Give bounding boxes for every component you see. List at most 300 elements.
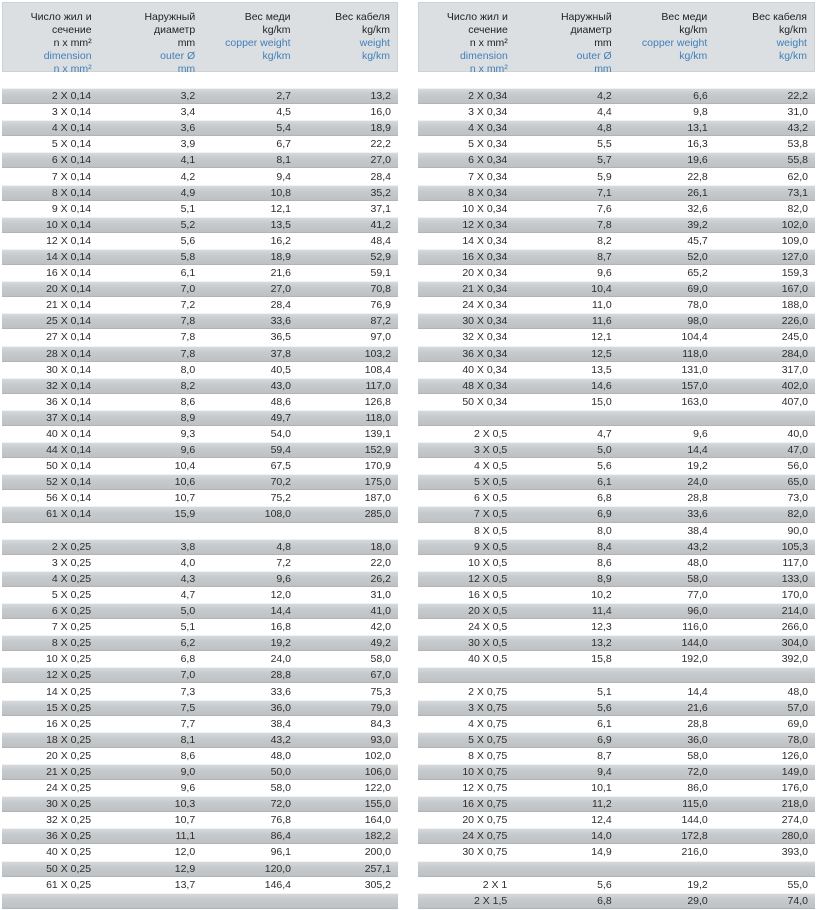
cell-cable-weight: 407,0: [781, 395, 808, 408]
cell-copper-weight: 16,2: [270, 234, 292, 247]
table-row: [418, 683, 815, 699]
cell-copper-weight: 50,0: [270, 765, 292, 778]
table-row: [418, 571, 815, 587]
cell-dimension: 10 X 0,75: [462, 765, 508, 778]
cell-outer-diameter: 6,8: [597, 894, 612, 907]
table-row: [418, 587, 815, 603]
cell-copper-weight: 12,0: [270, 588, 292, 601]
cell-cable-weight: 159,3: [781, 267, 808, 280]
table-row: [418, 426, 815, 442]
cell-cable-weight: 55,0: [787, 878, 808, 891]
table-row: [2, 812, 398, 828]
cell-dimension: 3 X 0,5: [474, 444, 508, 457]
table-row: [2, 201, 398, 217]
table-row: [418, 281, 815, 297]
cell-cable-weight: 133,0: [781, 572, 808, 585]
cell-copper-weight: 36,5: [270, 331, 292, 344]
table-row: [2, 490, 398, 506]
cell-cable-weight: 218,0: [781, 798, 808, 811]
cell-dimension: 7 X 0,34: [468, 170, 508, 183]
table-row: [418, 893, 815, 909]
cell-dimension: 14 X 0,34: [462, 234, 508, 247]
cell-copper-weight: 52,0: [687, 250, 708, 263]
header-line: диаметр: [153, 24, 196, 36]
cell-copper-weight: 33,6: [270, 685, 292, 698]
cell-copper-weight: 37,8: [270, 347, 292, 360]
table-row: [2, 748, 398, 764]
cell-copper-weight: 58,0: [270, 782, 292, 795]
table-row: [2, 104, 398, 120]
cell-cable-weight: 118,0: [365, 411, 391, 424]
table-row: [2, 136, 398, 152]
cell-copper-weight: 16,8: [270, 621, 292, 634]
table-row: [2, 555, 398, 571]
cell-outer-diameter: 4,3: [180, 572, 196, 585]
cell-copper-weight: 96,0: [687, 605, 708, 618]
cell-dimension: 30 X 0,25: [46, 798, 92, 811]
cell-copper-weight: 28,8: [687, 492, 708, 505]
header-line: Число жил и: [446, 11, 508, 23]
table-row: [418, 152, 815, 168]
table-header: [2, 2, 398, 75]
cell-cable-weight: 122,0: [364, 782, 391, 795]
cell-dimension: 8 X 0,25: [51, 637, 92, 650]
separator-row: [418, 667, 815, 683]
cell-dimension: 36 X 0,14: [46, 395, 92, 408]
cell-copper-weight: 54,0: [270, 428, 292, 441]
header-line: n x mm²: [469, 63, 508, 75]
cell-dimension: 12 X 0,75: [462, 782, 508, 795]
cell-cable-weight: 164,0: [364, 814, 391, 827]
cell-cable-weight: 18,0: [370, 540, 391, 553]
cell-outer-diameter: 5,8: [180, 250, 196, 263]
cell-cable-weight: 284,0: [781, 347, 808, 360]
cell-dimension: 16 X 0,5: [468, 588, 508, 601]
table-row: [418, 490, 815, 506]
table-row: [418, 394, 815, 410]
cell-dimension: 6 X 0,5: [474, 492, 508, 505]
cell-outer-diameter: 8,7: [597, 749, 612, 762]
cell-dimension: 30 X 0,75: [462, 846, 508, 859]
cell-outer-diameter: 9,6: [180, 782, 196, 795]
cell-copper-weight: 28,8: [687, 717, 708, 730]
cell-copper-weight: 14,4: [687, 444, 708, 457]
cell-cable-weight: 214,0: [781, 605, 808, 618]
cell-copper-weight: 32,6: [687, 202, 708, 215]
cell-dimension: 12 X 0,25: [46, 669, 92, 682]
table-row: [2, 732, 398, 748]
cell-dimension: 4 X 0,25: [51, 572, 92, 585]
cell-dimension: 2 X 0,25: [51, 540, 92, 553]
header-line: сечение: [468, 24, 508, 36]
header-col-cable-weight: [295, 11, 397, 76]
cell-cable-weight: 79,0: [370, 701, 391, 714]
cell-cable-weight: 48,4: [370, 234, 391, 247]
cell-copper-weight: 26,1: [687, 186, 708, 199]
cell-outer-diameter: 8,1: [180, 733, 196, 746]
cell-dimension: 2 X 0,14: [51, 90, 92, 103]
header-line: kg/km: [679, 24, 708, 36]
header-col-outer-diameter: [96, 11, 200, 76]
cell-outer-diameter: 4,0: [180, 556, 196, 569]
cell-cable-weight: 78,0: [787, 733, 808, 746]
cell-outer-diameter: 9,6: [597, 267, 612, 280]
cell-copper-weight: 19,6: [687, 154, 708, 167]
header-col-dimension: [3, 11, 96, 76]
cell-dimension: 21 X 0,14: [46, 299, 92, 312]
cell-copper-weight: 38,4: [270, 717, 292, 730]
cell-dimension: 24 X 0,25: [46, 782, 92, 795]
cell-cable-weight: 37,1: [370, 202, 391, 215]
table-row: [418, 748, 815, 764]
cell-cable-weight: 67,0: [370, 669, 391, 682]
cell-cable-weight: 126,0: [781, 749, 808, 762]
cell-cable-weight: 285,0: [364, 508, 391, 521]
cell-dimension: 3 X 0,75: [468, 701, 508, 714]
cell-dimension: 36 X 0,25: [46, 830, 92, 843]
cell-outer-diameter: 3,4: [180, 106, 196, 119]
table-row: [418, 555, 815, 571]
cell-copper-weight: 19,2: [687, 460, 708, 473]
table-row: [2, 346, 398, 362]
cell-cable-weight: 58,0: [370, 653, 391, 666]
table-row: [418, 313, 815, 329]
header-line: outer Ø: [160, 50, 196, 62]
cell-dimension: 10 X 0,14: [46, 218, 92, 231]
cell-cable-weight: 182,2: [364, 830, 391, 843]
cell-copper-weight: 144,0: [681, 637, 708, 650]
cell-outer-diameter: 15,8: [591, 653, 612, 666]
cell-dimension: 24 X 0,34: [462, 299, 508, 312]
cell-dimension: 37 X 0,14: [46, 411, 92, 424]
table-row: [2, 281, 398, 297]
cell-outer-diameter: 4,4: [597, 106, 612, 119]
cell-outer-diameter: 11,4: [592, 605, 612, 618]
cell-outer-diameter: 10,2: [591, 588, 612, 601]
cell-dimension: 32 X 0,25: [46, 814, 92, 827]
cell-copper-weight: 39,2: [687, 218, 708, 231]
cell-dimension: 21 X 0,25: [46, 765, 92, 778]
header-line: Наружный: [560, 11, 612, 23]
cell-copper-weight: 27,0: [270, 283, 292, 296]
table-row: [2, 877, 398, 893]
cell-dimension: 2 X 1,5: [474, 894, 508, 907]
cell-copper-weight: 86,4: [270, 830, 292, 843]
table-row: [418, 506, 815, 522]
cell-cable-weight: 18,9: [370, 122, 391, 135]
cell-outer-diameter: 10,1: [591, 782, 612, 795]
cell-dimension: 32 X 0,34: [462, 331, 508, 344]
cell-cable-weight: 49,2: [370, 637, 391, 650]
table-row: [2, 828, 398, 844]
header-line: kg/km: [679, 50, 708, 62]
cell-cable-weight: 82,0: [787, 508, 808, 521]
cell-copper-weight: 104,4: [681, 331, 708, 344]
cell-outer-diameter: 7,8: [180, 347, 196, 360]
cell-outer-diameter: 11,1: [175, 830, 196, 843]
cell-outer-diameter: 8,9: [597, 572, 612, 585]
cell-outer-diameter: 5,6: [597, 701, 612, 714]
cell-copper-weight: 8,1: [276, 154, 292, 167]
cell-cable-weight: 317,0: [781, 363, 808, 376]
cell-outer-diameter: 13,2: [591, 637, 612, 650]
table-row: [2, 120, 398, 136]
cell-cable-weight: 48,0: [787, 685, 808, 698]
table-row: [2, 168, 398, 184]
cell-cable-weight: 90,0: [787, 524, 808, 537]
table-row: [2, 185, 398, 201]
cell-cable-weight: 59,1: [370, 267, 391, 280]
cell-dimension: 25 X 0,14: [46, 315, 92, 328]
table-row: [2, 780, 398, 796]
cell-cable-weight: 102,0: [781, 218, 808, 231]
header-col-outer-diameter: [512, 11, 616, 76]
cell-copper-weight: 76,8: [270, 814, 292, 827]
cell-outer-diameter: 4,9: [180, 186, 196, 199]
cell-cable-weight: 73,1: [787, 186, 808, 199]
table-row: [2, 619, 398, 635]
cell-copper-weight: 49,7: [270, 411, 292, 424]
table-row: [2, 378, 398, 394]
cell-cable-weight: 117,0: [365, 379, 391, 392]
cell-cable-weight: 155,0: [364, 798, 391, 811]
cell-outer-diameter: 6,9: [597, 733, 612, 746]
cell-dimension: 2 X 0,75: [468, 685, 508, 698]
cell-cable-weight: 109,0: [781, 234, 808, 247]
cell-outer-diameter: 13,5: [591, 363, 612, 376]
cell-copper-weight: 6,7: [276, 138, 292, 151]
cell-cable-weight: 105,3: [781, 540, 808, 553]
cell-outer-diameter: 8,6: [180, 395, 196, 408]
table-row: [2, 249, 398, 265]
table-row: [2, 796, 398, 812]
cell-outer-diameter: 6,9: [597, 508, 612, 521]
cell-outer-diameter: 15,0: [591, 395, 612, 408]
cell-dimension: 32 X 0,14: [46, 379, 92, 392]
cell-copper-weight: 75,2: [270, 492, 292, 505]
cell-dimension: 4 X 0,14: [51, 122, 92, 135]
cell-dimension: 4 X 0,34: [468, 122, 508, 135]
cell-dimension: 2 X 0,5: [474, 428, 508, 441]
table-row: [418, 619, 815, 635]
cell-outer-diameter: 5,5: [597, 138, 612, 151]
cell-copper-weight: 19,2: [687, 878, 708, 891]
table-row: [418, 539, 815, 555]
cell-copper-weight: 5,4: [276, 122, 292, 135]
cell-cable-weight: 82,0: [787, 202, 808, 215]
cell-cable-weight: 22,2: [370, 138, 391, 151]
header-line: Вес меди: [661, 11, 708, 23]
header-col-copper-weight: [616, 11, 712, 76]
cell-cable-weight: 175,0: [364, 476, 391, 489]
table-row: [418, 780, 815, 796]
cell-cable-weight: 41,0: [370, 605, 391, 618]
table-row: [2, 410, 398, 426]
table-row: [2, 844, 398, 860]
cell-copper-weight: 16,3: [687, 138, 708, 151]
cell-copper-weight: 192,0: [681, 653, 708, 666]
cell-cable-weight: 22,0: [370, 556, 391, 569]
table-row: [418, 104, 815, 120]
header-line: Вес кабеля: [335, 11, 390, 23]
cell-dimension: 14 X 0,25: [46, 685, 92, 698]
cell-cable-weight: 16,0: [370, 106, 391, 119]
header-line: kg/km: [361, 24, 390, 36]
cell-copper-weight: 72,0: [687, 765, 708, 778]
table-row: [418, 442, 815, 458]
cell-dimension: 40 X 0,14: [46, 428, 92, 441]
table-row: [2, 587, 398, 603]
cell-outer-diameter: 4,8: [597, 122, 612, 135]
header-line: Вес меди: [244, 11, 291, 23]
cell-dimension: 8 X 0,5: [474, 524, 508, 537]
cell-dimension: 50 X 0,14: [46, 460, 92, 473]
cell-outer-diameter: 3,6: [180, 122, 196, 135]
cell-copper-weight: 22,8: [687, 170, 708, 183]
table-rows: [2, 88, 398, 909]
cell-outer-diameter: 10,6: [174, 476, 196, 489]
table-row: [418, 120, 815, 136]
cell-outer-diameter: 9,4: [597, 765, 612, 778]
cell-cable-weight: 43,2: [787, 122, 808, 135]
cell-dimension: 61 X 0,25: [46, 878, 92, 891]
cell-cable-weight: 402,0: [781, 379, 808, 392]
cell-outer-diameter: 8,7: [597, 250, 612, 263]
header-line: n x mm²: [53, 63, 92, 75]
cell-copper-weight: 146,4: [264, 878, 292, 891]
cell-outer-diameter: 4,2: [597, 90, 612, 103]
cell-cable-weight: 200,0: [364, 846, 391, 859]
header-line: outer Ø: [576, 50, 612, 62]
cell-dimension: 5 X 0,5: [474, 476, 508, 489]
table-row: [2, 506, 398, 522]
cell-outer-diameter: 5,0: [180, 605, 196, 618]
cell-cable-weight: 65,0: [787, 476, 808, 489]
cell-cable-weight: 266,0: [781, 621, 808, 634]
cell-cable-weight: 102,0: [364, 749, 391, 762]
cell-copper-weight: 70,2: [270, 476, 292, 489]
cell-copper-weight: 21,6: [270, 267, 292, 280]
cell-cable-weight: 70,8: [370, 283, 391, 296]
table-row: [418, 700, 815, 716]
cell-copper-weight: 120,0: [264, 862, 292, 875]
table-header: [418, 2, 815, 75]
cell-outer-diameter: 5,0: [597, 444, 612, 457]
cell-outer-diameter: 11,6: [592, 315, 612, 328]
table-row: [2, 700, 398, 716]
cell-outer-diameter: 4,7: [597, 428, 612, 441]
cell-outer-diameter: 6,8: [180, 653, 196, 666]
cell-dimension: 3 X 0,34: [468, 106, 508, 119]
cell-copper-weight: 18,9: [270, 250, 292, 263]
header-line: copper weight: [641, 37, 708, 49]
cell-outer-diameter: 8,0: [597, 524, 612, 537]
cell-dimension: 20 X 0,34: [462, 267, 508, 280]
table-row: [418, 346, 815, 362]
cell-outer-diameter: 5,2: [180, 218, 196, 231]
cell-outer-diameter: 8,0: [180, 363, 196, 376]
cell-cable-weight: 22,2: [787, 90, 808, 103]
cell-outer-diameter: 8,6: [180, 749, 196, 762]
table-row: [2, 88, 398, 104]
cell-cable-weight: 57,0: [787, 701, 808, 714]
spec-table-right: [418, 0, 815, 910]
cell-cable-weight: 97,0: [370, 331, 391, 344]
cell-dimension: 10 X 0,25: [46, 653, 92, 666]
spec-table-left: [2, 0, 398, 910]
cell-dimension: 4 X 0,75: [468, 717, 508, 730]
cell-dimension: 2 X 0,34: [468, 90, 508, 103]
cell-outer-diameter: 6,1: [597, 717, 612, 730]
cell-outer-diameter: 3,2: [180, 90, 196, 103]
cell-outer-diameter: 10,3: [174, 798, 196, 811]
cell-copper-weight: 48,0: [687, 556, 708, 569]
cell-outer-diameter: 6,8: [597, 492, 612, 505]
cell-outer-diameter: 9,6: [180, 444, 196, 457]
table-row: [2, 651, 398, 667]
cell-copper-weight: 24,0: [687, 476, 708, 489]
cell-outer-diameter: 7,8: [180, 331, 196, 344]
cell-outer-diameter: 9,0: [180, 765, 196, 778]
cell-outer-diameter: 10,7: [174, 492, 196, 505]
cell-cable-weight: 245,0: [781, 331, 808, 344]
cell-copper-weight: 98,0: [687, 315, 708, 328]
table-row: [2, 442, 398, 458]
table-row: [2, 716, 398, 732]
cell-dimension: 8 X 0,34: [468, 186, 508, 199]
cell-copper-weight: 12,1: [270, 202, 292, 215]
cell-cable-weight: 257,1: [364, 862, 391, 875]
cell-dimension: 20 X 0,14: [46, 283, 92, 296]
cell-cable-weight: 152,9: [364, 444, 391, 457]
cell-dimension: 16 X 0,14: [46, 267, 92, 280]
cell-dimension: 15 X 0,25: [46, 701, 92, 714]
cell-dimension: 20 X 0,75: [462, 814, 508, 827]
cell-outer-diameter: 8,6: [597, 556, 612, 569]
cell-cable-weight: 40,0: [787, 428, 808, 441]
header-line: n x mm²: [53, 37, 92, 49]
cell-cable-weight: 149,0: [781, 765, 808, 778]
cell-outer-diameter: 11,0: [592, 299, 612, 312]
cell-cable-weight: 56,0: [787, 460, 808, 473]
cell-copper-weight: 24,0: [270, 653, 292, 666]
cell-dimension: 2 X 1: [482, 878, 508, 891]
table-row: [418, 523, 815, 539]
header-line: kg/km: [262, 50, 291, 62]
header-line: диаметр: [570, 24, 612, 36]
table-row: [2, 394, 398, 410]
table-row: [2, 233, 398, 249]
cell-cable-weight: 304,0: [781, 637, 808, 650]
cell-cable-weight: 53,8: [787, 138, 808, 151]
cell-cable-weight: 35,2: [370, 186, 391, 199]
cell-outer-diameter: 7,6: [597, 202, 612, 215]
cell-cable-weight: 87,2: [370, 315, 391, 328]
cell-outer-diameter: 5,6: [180, 234, 196, 247]
cell-dimension: 30 X 0,14: [46, 363, 92, 376]
cell-outer-diameter: 4,2: [180, 170, 196, 183]
table-row: [2, 329, 398, 345]
cell-copper-weight: 13,5: [270, 218, 292, 231]
cell-dimension: 7 X 0,25: [51, 621, 92, 634]
cell-copper-weight: 163,0: [681, 395, 708, 408]
cell-copper-weight: 28,4: [270, 299, 292, 312]
cell-copper-weight: 36,0: [270, 701, 292, 714]
cell-dimension: 5 X 0,75: [468, 733, 508, 746]
cell-outer-diameter: 12,3: [591, 621, 612, 634]
table-row: [418, 764, 815, 780]
cell-outer-diameter: 7,0: [180, 283, 196, 296]
